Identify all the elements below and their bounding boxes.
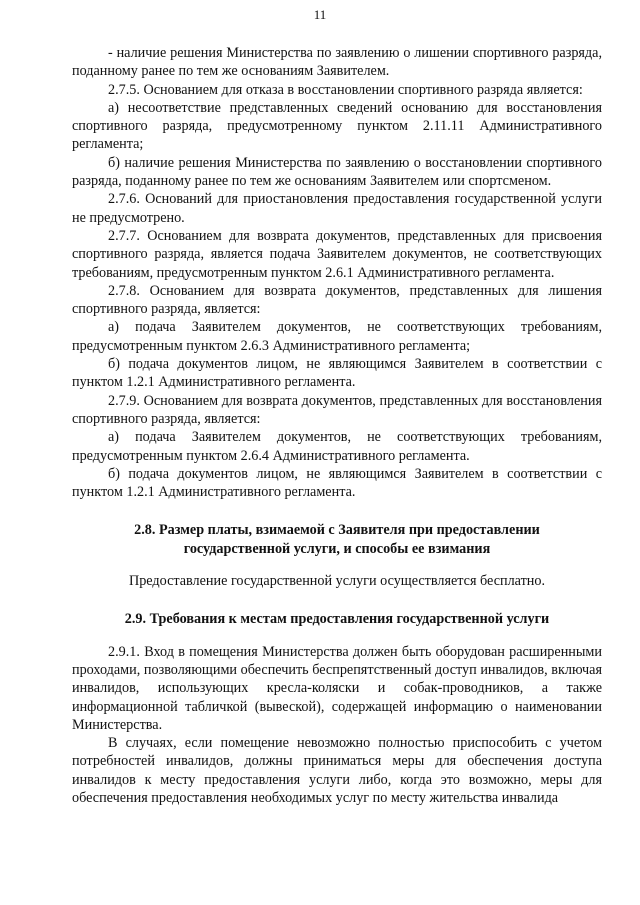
paragraph-2-9-1-cont: В случаях, если помещение невозможно полностью приспособить с учетом потребностей инвалидов, должны приниматься меры для обеспечения доступа инвалидов к месту предоставления услуги либо, когда это возможно, меры для обеспечения предоставления необходимых услуг по месту жительства инвалида: [72, 735, 602, 806]
paragraph: а) подача Заявителем документов, не соответствующих требованиям, предусмотренным пунктом 2.6.4 Административного регламента.: [72, 429, 602, 464]
section-heading-2-8: [72, 521, 602, 558]
paragraph: 2.7.8. Основанием для возврата документов, представленных для лишения спортивного разряда, является:: [72, 282, 602, 318]
paragraph: - наличие решения Министерства по заявлению о лишении спортивного разряда, поданному ранее по тем же основаниям Заявителем.: [72, 45, 602, 80]
paragraph: б) подача документов лицом, не являющимся Заявителем в соответствии с пунктом 1.2.1 Административного регламента.: [72, 465, 602, 501]
section-heading-2-8-line2: государственной услуги, и способы ее взимания: [183, 540, 491, 557]
section-2-8-text: Предоставление государственной услуги осуществляется бесплатно.: [128, 573, 546, 590]
paragraph: б) наличие решения Министерства по заявлению о восстановлении спортивного разряда, поданному ранее по тем же основаниям Заявителем или спортсменом.: [72, 154, 602, 190]
section-heading-2-9: 2.9. Требования к местам предоставления государственной услуги: [124, 611, 550, 628]
paragraph-2-9-1: 2.9.1. Вход в помещения Министерства должен быть оборудован расширенными проходами, позволяющими обеспечить беспрепятственный доступ инвалидов, включая инвалидов, использующих кресла-коляски и собак-проводников, а также информационной табличкой (вывеской), содержащей информацию о наименовании Министерства.: [72, 643, 602, 733]
paragraph: 2.7.5. Основанием для отказа в восстановлении спортивного разряда является:: [108, 81, 583, 98]
paragraph: 2.7.6. Оснований для приостановления предоставления государственной услуги не предусмотрено.: [72, 191, 602, 226]
document-body: [72, 44, 602, 807]
section-heading-2-8-line1: 2.8. Размер платы, взимаемой с Заявителя при предоставлении: [134, 522, 540, 539]
paragraph: б) подача документов лицом, не являющимся Заявителем в соответствии с пунктом 1.2.1 Административного регламента.: [72, 356, 602, 391]
page-number: 11: [313, 7, 327, 22]
paragraph: 2.7.9. Основанием для возврата документов, представленных для восстановления спортивного разряда, является:: [72, 392, 602, 427]
paragraph: 2.7.7. Основанием для возврата документов, представленных для присвоения спортивного разряда, является подача Заявителем документов, не соответствующих требованиям, предусмотренным пунктом 2.6.1 Административного регламента.: [72, 227, 602, 281]
paragraph: а) подача Заявителем документов, не соответствующих требованиям, предусмотренным пунктом 2.6.3 Административного регламента;: [72, 319, 602, 354]
paragraph: а) несоответствие представленных сведений основанию для восстановления спортивного разряда, предусмотренному пунктом 2.11.11 Административного регламента;: [72, 99, 602, 153]
